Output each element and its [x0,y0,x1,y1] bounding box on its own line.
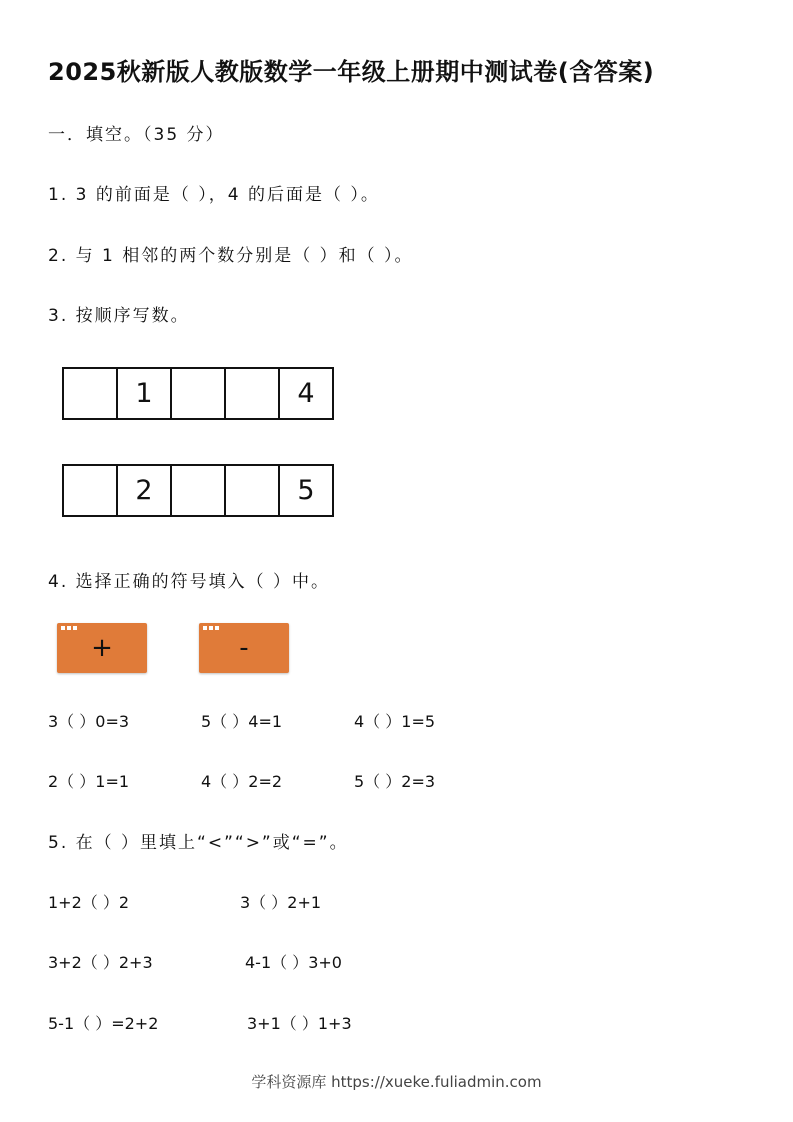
minus-symbol-card [199,623,289,673]
equation: 5（ ）2=3 [354,772,436,791]
sequence-cell: 1 [118,369,172,418]
comparison: 4-1（ ）3+0 [245,953,342,972]
sequence-cell: 5 [280,466,334,515]
sequence-row-2 [62,464,334,517]
comparison: 1+2（ ）2 [48,893,130,912]
sequence-cell [226,369,280,418]
comparison: 3+2（ ）2+3 [48,953,153,972]
plus-icon: + [91,633,113,663]
comparison: 3（ ）2+1 [240,893,322,912]
window-dots-icon [61,626,77,630]
footer-source: 学科资源库 https://xueke.fuliadmin.com [251,1073,542,1091]
window-dots-icon [203,626,219,630]
equation: 3（ ）0=3 [48,712,130,731]
equation: 2（ ）1=1 [48,772,130,791]
equation: 4（ ）1=5 [354,712,436,731]
question-5: 5. 在（ ）里填上“<”“>”或“=”。 [48,833,349,853]
question-2: 2. 与 1 相邻的两个数分别是（ ）和（ ）。 [48,246,414,266]
section-heading: 一．填空。（35 分） [48,125,225,145]
question-4: 4. 选择正确的符号填入（ ）中。 [48,572,331,592]
question-1: 1. 3 的前面是（ ），4 的后面是（ ）。 [48,185,380,205]
sequence-cell [226,466,280,515]
page-title: 2025秋新版人教版数学一年级上册期中测试卷(含答案) [48,58,655,86]
equation: 5（ ）4=1 [201,712,283,731]
sequence-cell [172,466,226,515]
sequence-cell: 2 [118,466,172,515]
equation: 4（ ）2=2 [201,772,283,791]
plus-symbol-card [57,623,147,673]
sequence-cell: 4 [280,369,334,418]
sequence-cell [64,466,118,515]
comparison: 5-1（ ）=2+2 [48,1014,159,1033]
minus-icon: - [239,633,249,663]
comparison: 3+1（ ）1+3 [247,1014,352,1033]
sequence-cell [64,369,118,418]
question-3: 3. 按顺序写数。 [48,306,190,326]
sequence-row-1 [62,367,334,420]
sequence-cell [172,369,226,418]
